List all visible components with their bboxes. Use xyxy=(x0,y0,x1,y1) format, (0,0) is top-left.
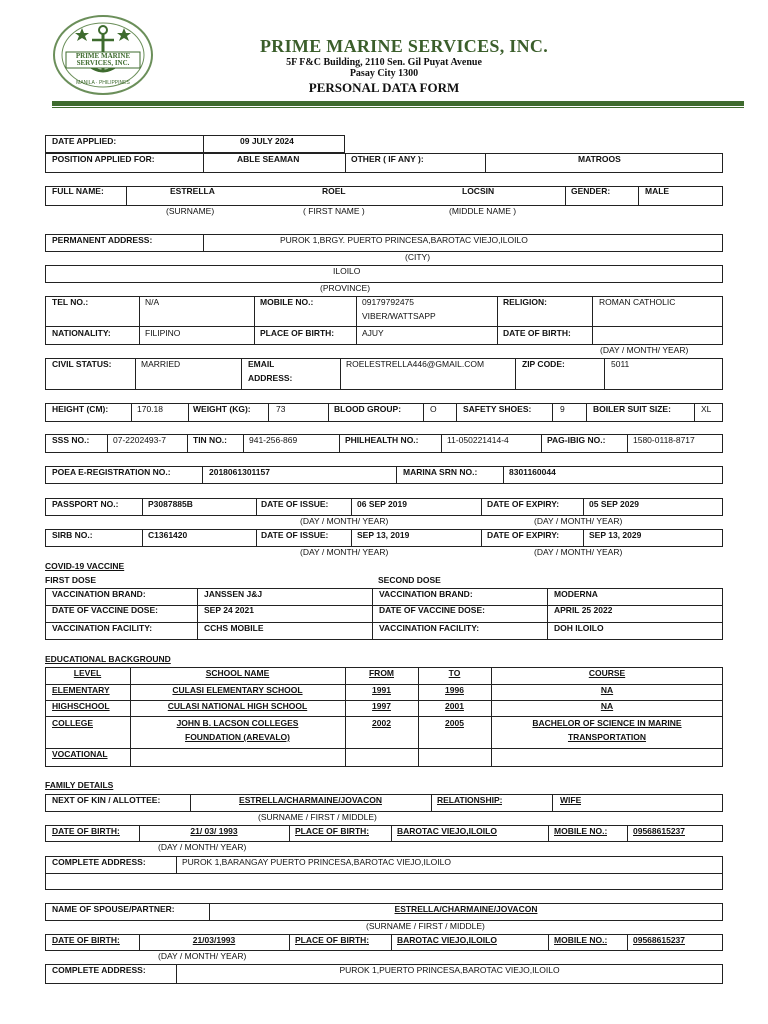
second-brand-value[interactable]: MODERNA xyxy=(554,589,598,599)
passport-issue-value[interactable]: 06 SEP 2019 xyxy=(357,499,407,509)
mobile-label: MOBILE NO.: xyxy=(260,297,314,307)
passport-value[interactable]: P3087885B xyxy=(148,499,193,509)
spouse-dob-note: (DAY / MONTH/ YEAR) xyxy=(158,951,247,961)
kin-address-value[interactable]: PUROK 1,BARANGAY PUERTO PRINCESA,BAROTAC VIEJO,ILOILO xyxy=(182,857,451,867)
height-label: HEIGHT (CM): xyxy=(52,404,109,414)
marina-srn-label: MARINA SRN NO.: xyxy=(403,467,478,477)
passport-label: PASSPORT NO.: xyxy=(52,499,119,509)
province-note: (PROVINCE) xyxy=(320,283,371,293)
edu-course-elementary[interactable]: NA xyxy=(600,685,614,695)
email-label-line1: EMAIL xyxy=(248,359,275,369)
covid-section-title: COVID-19 VACCINE xyxy=(45,561,125,571)
spouse-address-label: COMPLETE ADDRESS: xyxy=(52,965,146,975)
first-date-label: DATE OF VACCINE DOSE: xyxy=(52,605,158,615)
passport-issue-note: (DAY / MONTH/ YEAR) xyxy=(300,516,389,526)
pag-ibig-value[interactable]: 1580-0118-8717 xyxy=(633,435,695,445)
edu-school-college[interactable]: JOHN B. LACSON COLLEGES xyxy=(176,718,299,728)
kin-dob-label: DATE OF BIRTH: xyxy=(52,826,120,836)
philhealth-label: PHILHEALTH NO.: xyxy=(345,435,419,445)
edu-school-college-line2[interactable]: FOUNDATION (AREVALO) xyxy=(185,732,290,742)
edu-course-highschool[interactable]: NA xyxy=(600,701,614,711)
spouse-name-note: (SURNAME / FIRST / MIDDLE) xyxy=(366,921,485,931)
sirb-expiry-label: DATE OF EXPIRY: xyxy=(487,530,560,540)
religion-label: RELIGION: xyxy=(503,297,547,307)
second-facility-label: VACCINATION FACILITY: xyxy=(379,623,480,633)
second-date-value[interactable]: APRIL 25 2022 xyxy=(554,605,613,615)
spouse-pob-value[interactable]: BAROTAC VIEJO,ILOILO xyxy=(397,935,497,945)
blood-group-value[interactable]: O xyxy=(430,404,437,414)
edu-school-highschool[interactable]: CULASI NATIONAL HIGH SCHOOL xyxy=(167,701,308,711)
spouse-label: NAME OF SPOUSE/PARTNER: xyxy=(52,904,175,914)
company-address-line2: Pasay City 1300 xyxy=(349,68,419,79)
safety-shoes-label: SAFETY SHOES: xyxy=(463,404,532,414)
first-facility-value[interactable]: CCHS MOBILE xyxy=(204,623,264,633)
logo-text-bottom: MANILA · PHILIPPINES xyxy=(76,80,130,86)
education-section-title: EDUCATIONAL BACKGROUND xyxy=(45,654,171,664)
kin-name-note: (SURNAME / FIRST / MIDDLE) xyxy=(258,812,377,822)
other-position-label: OTHER ( IF ANY ): xyxy=(351,154,424,164)
edu-from-elementary[interactable]: 1991 xyxy=(372,685,391,695)
education-table xyxy=(45,667,723,767)
sirb-issue-note: (DAY / MONTH/ YEAR) xyxy=(300,547,389,557)
edu-level-college: COLLEGE xyxy=(52,718,94,728)
first-brand-label: VACCINATION BRAND: xyxy=(52,589,146,599)
second-brand-label: VACCINATION BRAND: xyxy=(379,589,473,599)
sirb-issue-label: DATE OF ISSUE: xyxy=(261,530,329,540)
marina-srn-value[interactable]: 8301160044 xyxy=(509,467,556,477)
philhealth-value[interactable]: 11-050221414-4 xyxy=(447,435,509,445)
first-name-value[interactable]: ROEL xyxy=(322,186,346,196)
edu-course-college[interactable]: BACHELOR OF SCIENCE IN MARINE xyxy=(532,718,682,728)
kin-dob-note: (DAY / MONTH/ YEAR) xyxy=(158,842,247,852)
spouse-pob-label: PLACE OF BIRTH: xyxy=(295,935,370,945)
spouse-value[interactable]: ESTRELLA/CHARMAINE/JOVACON xyxy=(394,904,538,914)
spouse-dob-label: DATE OF BIRTH: xyxy=(52,935,120,945)
spouse-mobile-value[interactable]: 09568615237 xyxy=(633,935,686,945)
province-value[interactable]: ILOILO xyxy=(333,266,361,276)
edu-to-elementary[interactable]: 1996 xyxy=(445,685,464,695)
kin-mobile-label: MOBILE NO.: xyxy=(554,826,608,836)
logo-text-top: PRIME MARINE xyxy=(75,52,131,60)
sirb-expiry-value[interactable]: SEP 13, 2029 xyxy=(589,530,642,540)
sirb-issue-value[interactable]: SEP 13, 2019 xyxy=(357,530,410,540)
position-value[interactable]: ABLE SEAMAN xyxy=(237,154,300,164)
edu-header-from: FROM xyxy=(368,668,395,678)
zip-code-value[interactable]: 5011 xyxy=(611,359,630,369)
full-name-row xyxy=(45,186,723,206)
spouse-mobile-label: MOBILE NO.: xyxy=(554,935,608,945)
blood-group-label: BLOOD GROUP: xyxy=(334,404,402,414)
email-label-line2: ADDRESS: xyxy=(248,373,293,383)
boiler-suit-value[interactable]: XL xyxy=(701,404,712,414)
edu-header-course: COURSE xyxy=(588,668,626,678)
next-of-kin-label: NEXT OF KIN / ALLOTTEE: xyxy=(52,795,161,805)
edu-from-highschool[interactable]: 1997 xyxy=(372,701,391,711)
sirb-expiry-note: (DAY / MONTH/ YEAR) xyxy=(534,547,623,557)
first-name-note: ( FIRST NAME ) xyxy=(303,206,365,216)
passport-issue-label: DATE OF ISSUE: xyxy=(261,499,329,509)
edu-level-elementary: ELEMENTARY xyxy=(52,685,110,695)
kin-pob-value[interactable]: BAROTAC VIEJO,ILOILO xyxy=(397,826,497,836)
relationship-value[interactable]: WIFE xyxy=(560,795,582,805)
pag-ibig-label: PAG-IBIG NO.: xyxy=(547,435,606,445)
passport-expiry-note: (DAY / MONTH/ YEAR) xyxy=(534,516,623,526)
permanent-address-value[interactable]: PUROK 1,BRGY. PUERTO PRINCESA,BAROTAC VIEJO,ILOILO xyxy=(280,235,528,245)
civil-status-value[interactable]: MARRIED xyxy=(141,359,181,369)
city-note: (CITY) xyxy=(405,252,431,262)
surname-value[interactable]: ESTRELLA xyxy=(170,186,215,196)
sss-value[interactable]: 07-2202493-7 xyxy=(113,435,166,445)
kin-mobile-value[interactable]: 09568615237 xyxy=(633,826,686,836)
edu-header-level: LEVEL xyxy=(73,668,102,678)
middle-name-value[interactable]: LOCSIN xyxy=(462,186,495,196)
first-date-value[interactable]: SEP 24 2021 xyxy=(204,605,254,615)
relationship-label: RELATIONSHIP: xyxy=(437,795,503,805)
civil-status-label: CIVIL STATUS: xyxy=(52,359,112,369)
date-of-birth-label: DATE OF BIRTH: xyxy=(503,328,571,338)
passport-expiry-label: DATE OF EXPIRY: xyxy=(487,499,560,509)
edu-course-college-line2[interactable]: TRANSPORTATION xyxy=(567,732,647,742)
edu-from-college[interactable]: 2002 xyxy=(372,718,391,728)
second-dose-title: SECOND DOSE xyxy=(378,575,441,585)
header-divider xyxy=(52,101,744,106)
edu-header-school: SCHOOL NAME xyxy=(205,668,270,678)
mobile-app-value[interactable]: VIBER/WATTSAPP xyxy=(362,311,436,321)
header-divider-thin xyxy=(52,107,744,108)
second-date-label: DATE OF VACCINE DOSE: xyxy=(379,605,485,615)
gender-value[interactable]: MALE xyxy=(645,186,670,196)
email-value[interactable]: ROELESTRELLA446@GMAIL.COM xyxy=(346,359,485,369)
passport-expiry-value[interactable]: 05 SEP 2029 xyxy=(589,499,639,509)
sss-label: SSS NO.: xyxy=(52,435,90,445)
full-name-label: FULL NAME: xyxy=(52,186,104,196)
poea-label: POEA E-REGISTRATION NO.: xyxy=(52,467,171,477)
kin-address-label: COMPLETE ADDRESS: xyxy=(52,857,146,867)
kin-dob-value[interactable]: 21/ 03/ 1993 xyxy=(190,826,238,836)
logo-text-mid: SERVICES, INC. xyxy=(76,59,130,67)
company-address-line1: 5F F&C Building, 2110 Sen. Gil Puyat Avenue xyxy=(286,57,482,68)
edu-level-highschool: HIGHSCHOOL xyxy=(52,701,110,711)
edu-to-college[interactable]: 2005 xyxy=(445,718,464,728)
tel-label: TEL NO.: xyxy=(52,297,89,307)
sirb-label: SIRB NO.: xyxy=(52,530,93,540)
first-dose-title: FIRST DOSE xyxy=(45,575,97,585)
province-row xyxy=(45,265,723,283)
tin-label: TIN NO.: xyxy=(193,435,227,445)
weight-value[interactable]: 73 xyxy=(276,404,286,414)
surname-note: (SURNAME) xyxy=(166,206,215,216)
tin-value[interactable]: 941-256-869 xyxy=(249,435,298,445)
gender-label: GENDER: xyxy=(571,186,611,196)
tel-value[interactable]: N/A xyxy=(145,297,160,307)
boiler-suit-label: BOILER SUIT SIZE: xyxy=(593,404,671,414)
next-of-kin-value[interactable]: ESTRELLA/CHARMAINE/JOVACON xyxy=(239,795,382,805)
permanent-address-label: PERMANENT ADDRESS: xyxy=(52,235,153,245)
place-of-birth-value[interactable]: AJUY xyxy=(362,328,384,338)
form-title: PERSONAL DATA FORM xyxy=(308,80,460,95)
first-brand-value[interactable]: JANSSEN J&J xyxy=(204,589,263,599)
spouse-dob-value[interactable]: 21/03/1993 xyxy=(192,935,236,945)
edu-school-elementary[interactable]: CULASI ELEMENTARY SCHOOL xyxy=(172,685,303,695)
poea-value[interactable]: 2018061301157 xyxy=(209,467,270,477)
kin-pob-label: PLACE OF BIRTH: xyxy=(295,826,370,836)
spouse-address-value[interactable]: PUROK 1,PUERTO PRINCESA,BAROTAC VIEJO,ILOILO xyxy=(339,965,560,975)
edu-level-vocational: VOCATIONAL xyxy=(52,749,108,759)
date-of-birth-note: (DAY / MONTH/ YEAR) xyxy=(600,345,689,355)
position-label: POSITION APPLIED FOR: xyxy=(52,154,155,164)
religion-value[interactable]: ROMAN CATHOLIC xyxy=(599,297,676,307)
height-value[interactable]: 170.18 xyxy=(137,404,163,414)
mobile-value[interactable]: 09179792475 xyxy=(362,297,415,307)
sirb-value[interactable]: C1361420 xyxy=(148,530,188,540)
weight-label: WEIGHT (KG): xyxy=(193,404,251,414)
middle-name-note: (MIDDLE NAME ) xyxy=(449,206,517,216)
edu-header-to: TO xyxy=(448,668,461,678)
edu-to-highschool[interactable]: 2001 xyxy=(445,701,464,711)
second-facility-value[interactable]: DOH ILOILO xyxy=(554,623,604,633)
first-facility-label: VACCINATION FACILITY: xyxy=(52,623,153,633)
place-of-birth-label: PLACE OF BIRTH: xyxy=(260,328,335,338)
other-position-value[interactable]: MATROOS xyxy=(578,154,621,164)
nationality-value[interactable]: FILIPINO xyxy=(145,328,181,338)
nationality-label: NATIONALITY: xyxy=(52,328,111,338)
zip-code-label: ZIP CODE: xyxy=(522,359,565,369)
company-name: PRIME MARINE SERVICES, INC. xyxy=(260,36,548,56)
date-applied-value[interactable]: 09 JULY 2024 xyxy=(240,136,294,146)
safety-shoes-value[interactable]: 9 xyxy=(560,404,565,414)
family-section-title: FAMILY DETAILS xyxy=(45,780,114,790)
date-applied-label: DATE APPLIED: xyxy=(52,136,117,146)
